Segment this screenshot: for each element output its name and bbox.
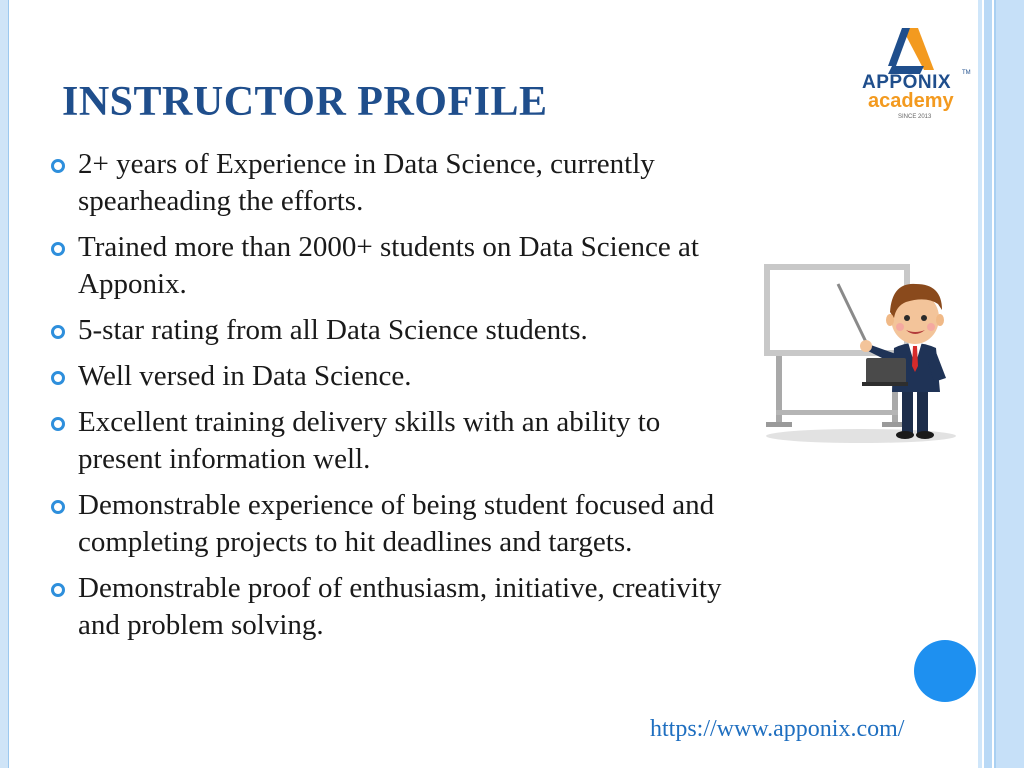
logo-word-academy: academy (868, 90, 954, 112)
bullet-text: Well versed in Data Science. (78, 360, 412, 392)
bullet-item (48, 229, 748, 303)
slide-title: INSTRUCTOR PROFILE (62, 79, 548, 125)
hollow-circle-bullet-icon (51, 417, 65, 431)
bullet-item (48, 358, 748, 395)
right-frame-stripes (978, 0, 1024, 768)
hollow-circle-bullet-icon (51, 583, 65, 597)
bullet-text: 5-star rating from all Data Science students. (78, 314, 588, 346)
decorative-blue-circle (914, 640, 976, 702)
teacher-at-whiteboard-icon (756, 262, 956, 447)
bullet-text: Excellent training delivery skills with an ability to present information well. (78, 406, 661, 475)
hollow-circle-bullet-icon (51, 371, 65, 385)
bullet-text: Demonstrable experience of being student focused and completing projects to hit deadlines and targets. (78, 489, 715, 558)
hollow-circle-bullet-icon (51, 500, 65, 514)
bullet-text: Trained more than 2000+ students on Data Science at Apponix. (78, 231, 699, 300)
left-frame-border (0, 0, 9, 768)
bullet-text: 2+ years of Experience in Data Science, currently spearheading the efforts. (78, 148, 655, 217)
logo-word-apponix: APPONIX (862, 72, 952, 93)
bullet-item (48, 570, 748, 644)
logo-since-text: SINCE 2013 (898, 114, 932, 120)
hollow-circle-bullet-icon (51, 325, 65, 339)
bullet-list (48, 146, 748, 653)
apponix-academy-logo (858, 22, 974, 122)
website-link[interactable]: https://www.apponix.com/ (650, 716, 905, 742)
bullet-item (48, 404, 748, 478)
bullet-text: Demonstrable proof of enthusiasm, initiative, creativity and problem solving. (78, 572, 722, 641)
hollow-circle-bullet-icon (51, 159, 65, 173)
bullet-item (48, 312, 748, 349)
logo-trademark: TM (962, 70, 971, 76)
bullet-item (48, 487, 748, 561)
bullet-item (48, 146, 748, 220)
hollow-circle-bullet-icon (51, 242, 65, 256)
